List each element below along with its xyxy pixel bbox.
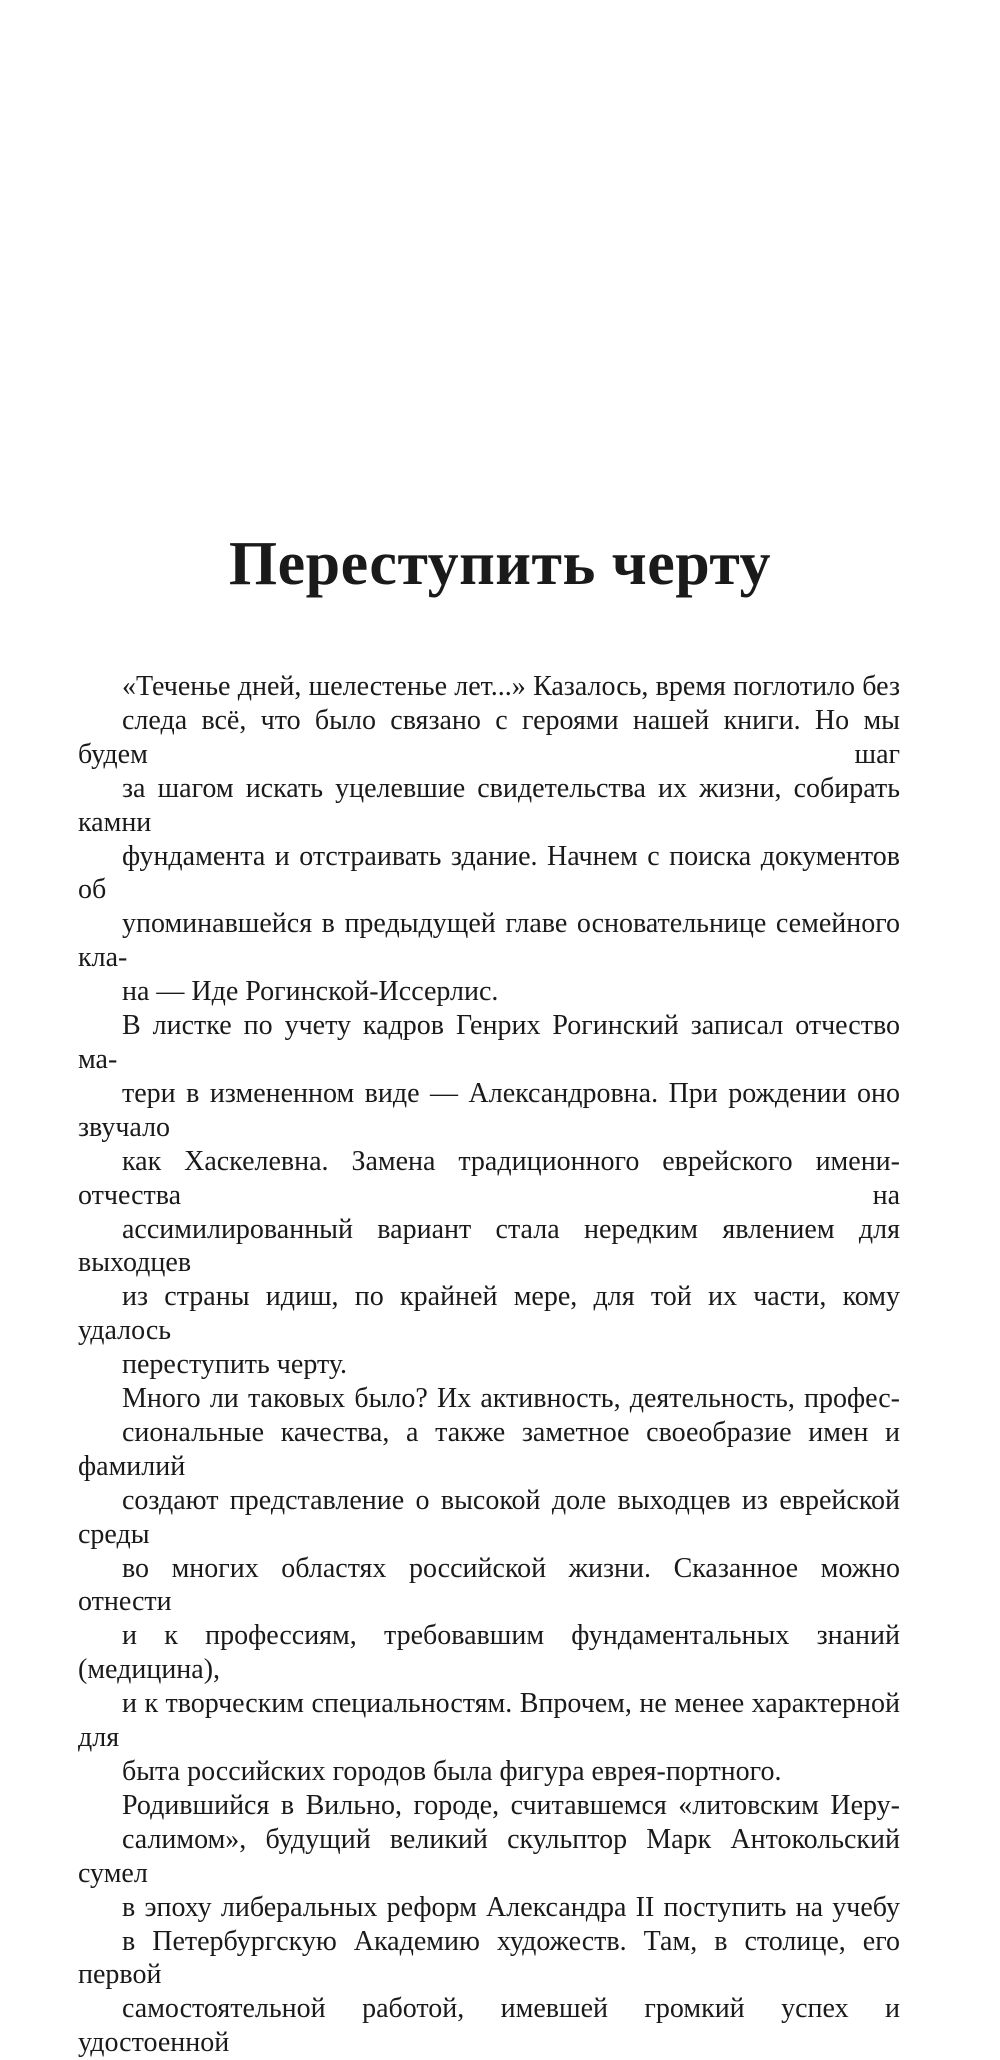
text-line: Много ли таковых было? Их активность, деятельность, профес- [122, 1383, 900, 1415]
text-line: создают представление о высокой доле выходцев из еврейской среды [78, 1484, 900, 1550]
text-line: как Хаскелевна. Замена традиционного еврейского имени-отчества на [78, 1145, 900, 1211]
text-line: в эпоху либеральных реформ Александра II поступить на учебу [122, 1891, 900, 1923]
text-line: на — Иде Рогинской-Иссерлис. [122, 976, 499, 1008]
text-line: во многих областях российской жизни. Сказанное можно отнести [78, 1552, 900, 1618]
paragraph-1 [78, 670, 900, 1009]
paragraph-4 [78, 1789, 900, 2060]
paragraph-2 [78, 1009, 900, 1382]
text-line: быта российских городов была фигура еврея-портного. [122, 1756, 782, 1787]
text-line: тери в измененном виде — Александровна. При рождении оно звучало [78, 1077, 900, 1143]
text-line: фундамента и отстраивать здание. Начнем с поиска документов об [78, 840, 900, 906]
chapter-body [78, 670, 900, 2060]
text-line: и к профессиям, требовавшим фундаментальных знаний (медицина), [78, 1620, 900, 1686]
text-line: переступить черту. [122, 1349, 348, 1381]
text-line: Родившийся в Вильно, городе, считавшемся «литовским Иеру- [122, 1789, 900, 1821]
text-line: следа всё, что было связано с героями нашей книги. Но мы будем шаг [78, 704, 900, 770]
text-line: В листке по учету кадров Генрих Рогинский записал отчество ма- [78, 1010, 900, 1075]
text-line: самостоятельной работой, имевшей громкий успех и удостоенной [78, 1993, 900, 2059]
text-line: за шагом искать уцелевшие свидетельства их жизни, собирать камни [78, 772, 900, 838]
chapter-title: Переступить черту [228, 530, 772, 598]
text-line: сиональные качества, а также заметное своеобразие имен и фамилий [78, 1416, 900, 1482]
text-line: ассимилированный вариант стала нередким явлением для выходцев [78, 1213, 900, 1279]
text-line: и к творческим специальностям. Впрочем, не менее характерной для [78, 1688, 900, 1754]
text-line: салимом», будущий великий скульптор Марк Антокольский сумел [78, 1823, 900, 1889]
text-line: в Петербургскую Академию художеств. Там, в столице, его первой [78, 1925, 900, 1991]
text-line: «Теченье дней, шелестенье лет...» Казалось, время поглотило без [122, 671, 900, 702]
text-line: упоминавшейся в предыдущей главе основательнице семейного кла- [78, 908, 900, 974]
paragraph-3 [78, 1382, 900, 1789]
text-line: из страны идиш, по крайней мере, для той их части, кому удалось [78, 1281, 900, 1347]
